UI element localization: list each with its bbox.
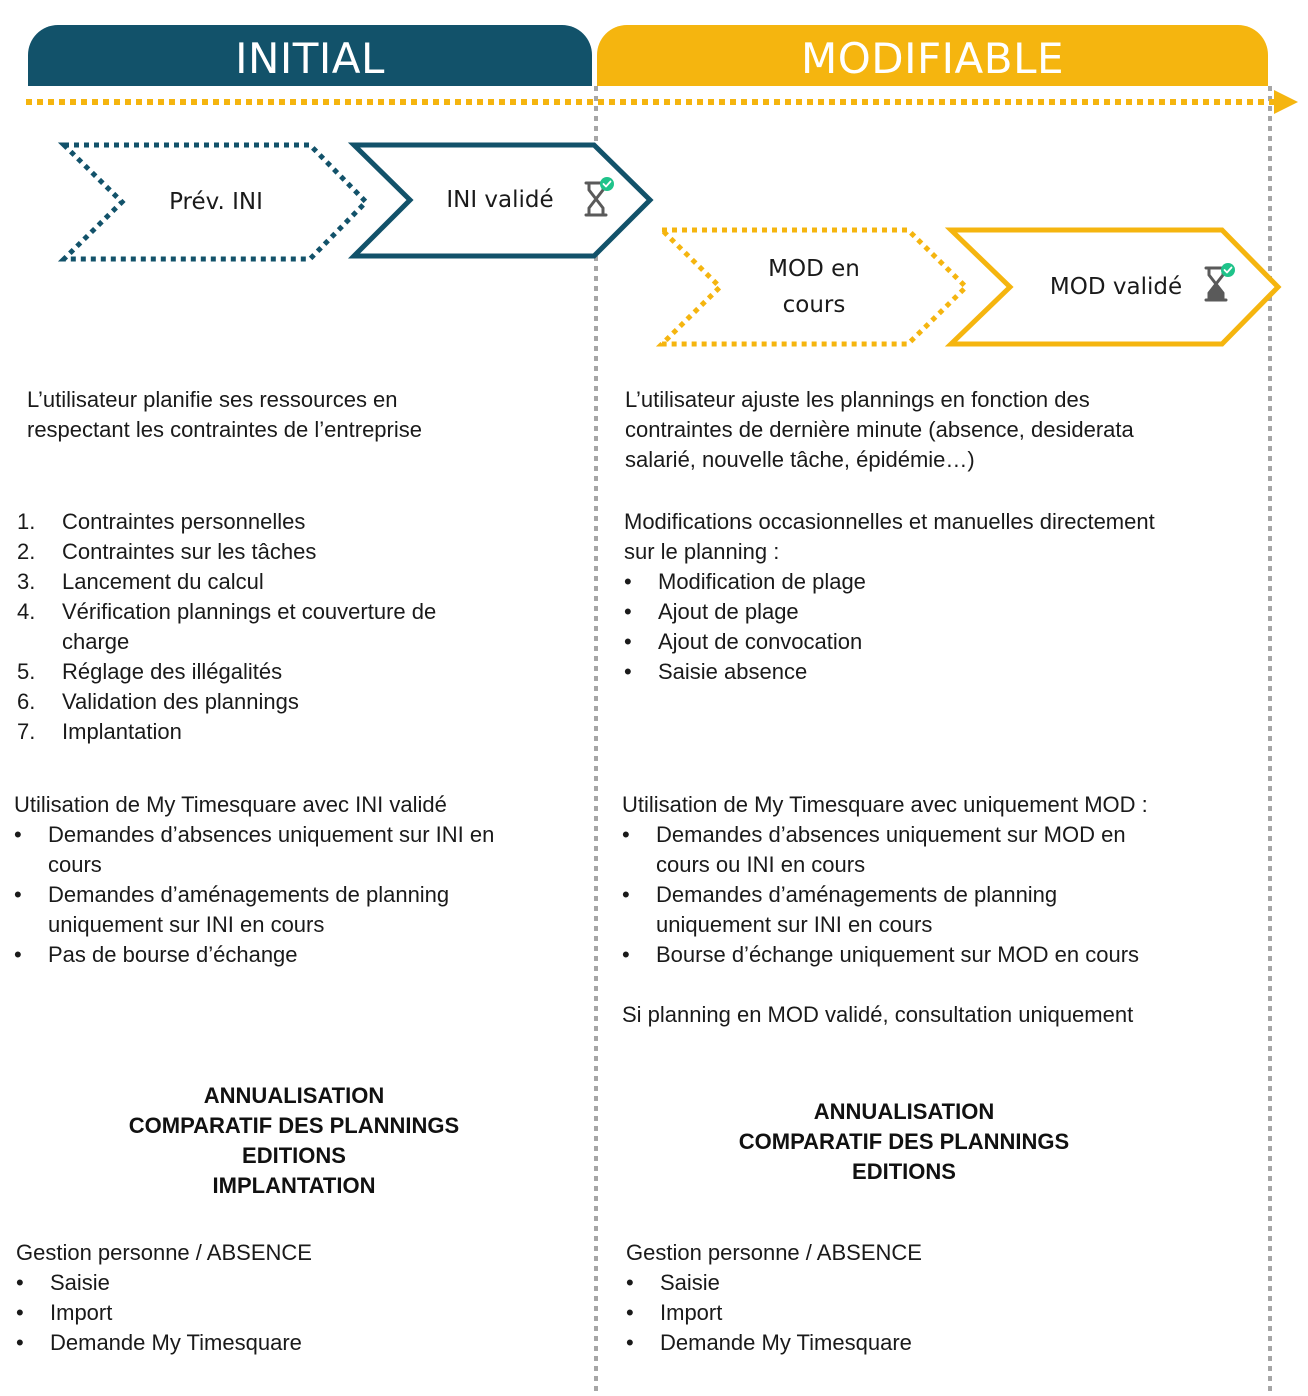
text-line: L’utilisateur ajuste les plannings en fonction des: [625, 387, 1090, 412]
bullet: •: [16, 1270, 24, 1295]
right-modif-block: [624, 507, 1264, 687]
stage-mod-en-cours: [734, 251, 894, 323]
timeline-arrow-head: [1274, 90, 1298, 114]
bullet: •: [14, 942, 22, 967]
left-mts-block: [14, 790, 584, 970]
list-text: Demandes d’aménagements de planning: [656, 882, 1058, 907]
left-gestion-title: Gestion personne / ABSENCE: [16, 1240, 312, 1265]
bullet: •: [624, 569, 632, 594]
list-text: uniquement sur INI en cours: [656, 912, 933, 937]
list-item: [16, 1268, 576, 1298]
bullet: •: [626, 1300, 634, 1325]
bullet: •: [14, 882, 22, 907]
list-text: cours: [48, 852, 102, 877]
bullet: •: [622, 822, 630, 847]
list-item: [17, 717, 577, 747]
list-text: Contraintes sur les tâches: [62, 539, 317, 564]
bullet: •: [622, 942, 630, 967]
list-item: [624, 567, 1264, 597]
list-item: [624, 627, 1264, 657]
list-item: [17, 657, 577, 687]
list-text: charge: [62, 629, 130, 654]
bullet: •: [626, 1330, 634, 1355]
right-note: Si planning en MOD validé, consultation uniquement: [622, 1002, 1134, 1027]
list-item: [14, 880, 584, 910]
list-number: 2.: [17, 539, 36, 564]
bullet: •: [624, 599, 632, 624]
list-text: Demandes d’aménagements de planning: [48, 882, 450, 907]
feature-line: EDITIONS: [852, 1159, 956, 1184]
right-modif-title: Modifications occasionnelles et manuelles directement: [624, 509, 1155, 534]
list-text: Import: [660, 1300, 723, 1325]
list-item: [14, 820, 584, 850]
stage-mod-en-cours-line: cours: [782, 292, 846, 318]
bullet: •: [16, 1300, 24, 1325]
list-number: 7.: [17, 719, 36, 744]
bullet: •: [624, 659, 632, 684]
stage-ini-valide: INI validé: [446, 187, 554, 213]
feature-line: ANNUALISATION: [813, 1099, 995, 1124]
bullet: •: [624, 629, 632, 654]
list-text: Import: [50, 1300, 113, 1325]
list-item: [17, 567, 577, 597]
text-line: salarié, nouvelle tâche, épidémie…): [625, 447, 975, 472]
left-intro: [27, 385, 422, 445]
list-item: [16, 1298, 576, 1328]
list-text: Implantation: [62, 719, 182, 744]
list-text: Demande My Timesquare: [50, 1330, 302, 1355]
list-text: Bourse d’échange uniquement sur MOD en cours: [656, 942, 1140, 967]
list-text: Réglage des illégalités: [62, 659, 283, 684]
feature-line: EDITIONS: [242, 1143, 346, 1168]
list-item: [622, 940, 1272, 970]
stage-mod-valide: MOD validé: [1049, 274, 1183, 300]
bullet: •: [14, 822, 22, 847]
text-line: L’utilisateur planifie ses ressources en: [27, 387, 398, 412]
left-features-block: [44, 1081, 544, 1201]
feature-line: IMPLANTATION: [212, 1173, 376, 1198]
right-intro: [625, 385, 1134, 475]
stage-prev-ini: Prév. INI: [169, 189, 263, 215]
left-mts-title: Utilisation de My Timesquare avec INI validé: [14, 792, 447, 817]
bullet: •: [626, 1270, 634, 1295]
list-item: [17, 507, 577, 537]
list-text: Pas de bourse d’échange: [48, 942, 298, 967]
list-item: [622, 850, 1272, 880]
text-line: contraintes de dernière minute (absence, desiderata: [625, 417, 1134, 442]
right-features-block: [654, 1097, 1154, 1187]
left-steps-list: [17, 507, 577, 747]
list-text: Demandes d’absences uniquement sur INI en: [48, 822, 495, 847]
list-text: Saisie absence: [658, 659, 808, 684]
list-item: [622, 820, 1272, 850]
list-item: [17, 537, 577, 567]
right-modif-title: sur le planning :: [624, 539, 780, 564]
list-number: 3.: [17, 569, 36, 594]
list-item: [14, 940, 584, 970]
list-text: Demandes d’absences uniquement sur MOD en: [656, 822, 1126, 847]
list-item: [624, 597, 1264, 627]
header-initial: INITIAL: [28, 25, 592, 86]
feature-line: ANNUALISATION: [203, 1083, 385, 1108]
stage-mod-en-cours-line: MOD en: [768, 256, 860, 282]
list-item: [622, 880, 1272, 910]
list-text: Lancement du calcul: [62, 569, 264, 594]
right-mts-title: Utilisation de My Timesquare avec uniquement MOD :: [622, 792, 1148, 817]
list-item: [17, 597, 577, 627]
list-item: [626, 1298, 1226, 1328]
text-line: respectant les contraintes de l’entreprise: [27, 417, 422, 442]
list-text: Saisie: [50, 1270, 110, 1295]
list-item: [17, 687, 577, 717]
list-text: uniquement sur INI en cours: [48, 912, 325, 937]
list-number: 4.: [17, 599, 36, 624]
list-number: 5.: [17, 659, 36, 684]
list-item: [622, 910, 1272, 940]
list-item: [14, 910, 584, 940]
bullet: •: [16, 1330, 24, 1355]
list-text: Ajout de convocation: [658, 629, 863, 654]
right-mts-block: [622, 790, 1272, 970]
list-text: cours ou INI en cours: [656, 852, 866, 877]
list-text: Vérification plannings et couverture de: [62, 599, 437, 624]
right-gestion-title: Gestion personne / ABSENCE: [626, 1240, 922, 1265]
right-gestion-block: [626, 1238, 1226, 1358]
list-item: [626, 1268, 1226, 1298]
list-text: Demande My Timesquare: [660, 1330, 912, 1355]
list-number: 1.: [17, 509, 36, 534]
list-number: 6.: [17, 689, 36, 714]
feature-line: COMPARATIF DES PLANNINGS: [738, 1129, 1070, 1154]
bullet: •: [622, 882, 630, 907]
list-item: [626, 1328, 1226, 1358]
list-text: Saisie: [660, 1270, 720, 1295]
list-text: Ajout de plage: [658, 599, 799, 624]
list-text: Contraintes personnelles: [62, 509, 306, 534]
feature-line: COMPARATIF DES PLANNINGS: [128, 1113, 460, 1138]
list-item: [14, 850, 584, 880]
left-gestion-block: [16, 1238, 576, 1358]
list-text: Validation des plannings: [62, 689, 299, 714]
header-modifiable: MODIFIABLE: [597, 25, 1268, 86]
list-text: Modification de plage: [658, 569, 866, 594]
list-item: [17, 627, 577, 657]
list-item: [624, 657, 1264, 687]
list-item: [16, 1328, 576, 1358]
